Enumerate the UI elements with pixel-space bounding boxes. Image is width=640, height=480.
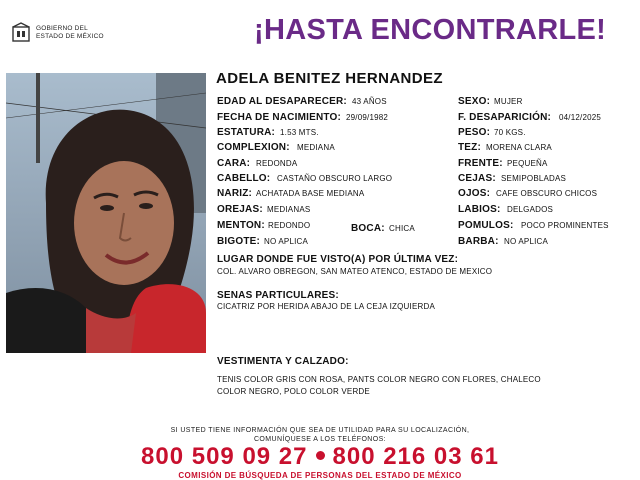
barba-label: BARBA:	[458, 236, 499, 247]
senas-label: SENAS PARTICULARES:	[217, 290, 339, 301]
commission-name: COMISIÓN DE BÚSQUEDA DE PERSONAS DEL ESTADO DE MÉXICO	[178, 471, 462, 480]
frente-label: FRENTE:	[458, 158, 503, 169]
orejas-label: OREJAS:	[217, 204, 263, 215]
estatura-label: ESTATURA:	[217, 127, 276, 138]
cara-label: CARA:	[217, 158, 251, 169]
edad-label: EDAD AL DESAPARECER:	[217, 96, 347, 107]
edad-value: 43 AÑOS	[352, 97, 387, 106]
vestimenta-label: VESTIMENTA Y CALZADO:	[217, 356, 349, 367]
cabello-label: CABELLO:	[217, 173, 271, 184]
cejas-label: CEJAS:	[458, 173, 496, 184]
menton-value: REDONDO	[268, 221, 311, 230]
barba-value: NO APLICA	[504, 237, 549, 246]
orejas-value: MEDIANAS	[267, 205, 311, 214]
bigote-value: NO APLICA	[264, 237, 309, 246]
logo-line-1: GOBIERNO DEL	[36, 25, 88, 32]
logo-line-2: ESTADO DE MÉXICO	[36, 33, 104, 40]
complexion-label: COMPLEXION:	[217, 142, 290, 153]
tez-value: MORENA CLARA	[486, 143, 552, 152]
pomulos-label: POMULOS:	[458, 220, 514, 231]
ojos-value: CAFE OBSCURO CHICOS	[496, 189, 598, 198]
cabello-value: CASTAÑO OBSCURO LARGO	[277, 174, 393, 183]
bullet-dot-icon	[316, 451, 325, 460]
vestimenta-line-2: COLOR NEGRO, POLO COLOR VERDE	[217, 387, 370, 396]
nacimiento-value: 29/09/1982	[346, 113, 389, 122]
pomulos-value: POCO PROMINENTES	[521, 221, 609, 230]
labios-label: LABIOS:	[458, 204, 501, 215]
sexo-value: MUJER	[494, 97, 523, 106]
phone-numbers	[0, 443, 640, 471]
peso-value: 70 KGS.	[494, 128, 526, 137]
tez-label: TEZ:	[458, 142, 482, 153]
phone-2[interactable]: 800 216 03 61	[332, 443, 499, 470]
headline: ¡HASTA ENCONTRARLE!	[254, 14, 607, 46]
government-logo	[10, 22, 120, 46]
notice-line-1: SI USTED TIENE INFORMACIÓN QUE SEA DE UTILIDAD PARA SU LOCALIZACIÓN,	[170, 427, 470, 434]
estatura-value: 1.53 MTS.	[280, 128, 319, 137]
nariz-label: NARIZ:	[217, 188, 253, 199]
nariz-value: ACHATADA BASE MEDIANA	[256, 189, 365, 198]
location-value: COL. ALVARO OBREGON, SAN MATEO ATENCO, ESTADO DE MEXICO	[217, 267, 493, 276]
person-photo	[6, 73, 206, 353]
cejas-value: SEMIPOBLADAS	[501, 174, 567, 183]
nacimiento-label: FECHA DE NACIMIENTO:	[217, 112, 341, 123]
notice-line-2: COMUNÍQUESE A LOS TELÉFONOS:	[253, 436, 387, 443]
menton-label: MENTON:	[217, 220, 265, 231]
boca-label: BOCA:	[351, 223, 385, 234]
labios-value: DELGADOS	[507, 205, 554, 214]
frente-value: PEQUEÑA	[507, 159, 548, 168]
cara-value: REDONDA	[256, 159, 298, 168]
complexion-value: MEDIANA	[297, 143, 335, 152]
desaparicion-label: F. DESAPARICIÓN:	[458, 112, 552, 123]
vestimenta-line-1: TENIS COLOR GRIS CON ROSA, PANTS COLOR NEGRO CON FLORES, CHALECO	[217, 375, 541, 384]
senas-value: CICATRIZ POR HERIDA ABAJO DE LA CEJA IZQUIERDA	[217, 302, 435, 311]
person-name: ADELA BENITEZ HERNANDEZ	[216, 70, 443, 87]
peso-label: PESO:	[458, 127, 491, 138]
ojos-label: OJOS:	[458, 188, 491, 199]
location-label: LUGAR DONDE FUE VISTO(A) POR ÚLTIMA VEZ:	[217, 254, 459, 265]
portrait-image	[6, 73, 206, 353]
boca-value: CHICA	[389, 224, 415, 233]
desaparicion-value: 04/12/2025	[559, 113, 602, 122]
phone-1[interactable]: 800 509 09 27	[141, 443, 308, 470]
bigote-label: BIGOTE:	[217, 236, 261, 247]
sexo-label: SEXO:	[458, 96, 491, 107]
state-emblem-icon	[10, 22, 32, 44]
